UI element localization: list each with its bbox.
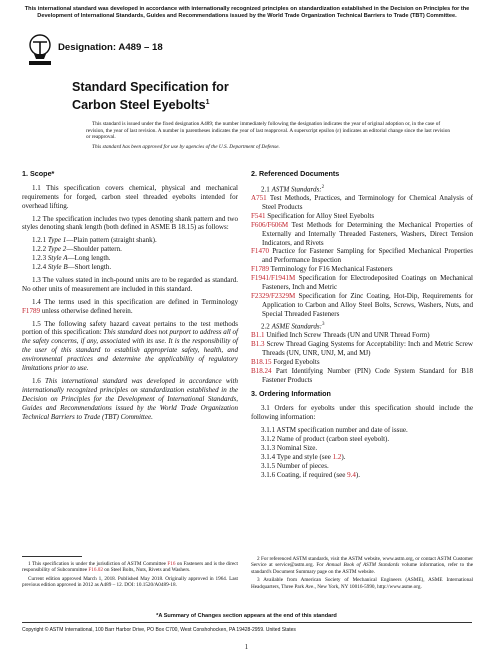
list-item bbox=[251, 331, 473, 340]
scope-1-4-text-end: unless otherwise defined herein. bbox=[40, 306, 133, 315]
footnote-1-edition: Current edition approved March 1, 2018. Published May 2018. Originally approved in 1964. Last previous edition approved in 2012 as A489 – 12. DOI: 10.1520/A0489-18. bbox=[22, 575, 238, 589]
issuance-text: This standard is issued under the fixed designation A489; the number immediately following the designation indicates the year of original adoption or, in the case of revision, the year of last revision. A number in parentheses indicates the year of last reapproval. A superscript epsilon (ε) indicates an editorial change since the last revision or reapproval. bbox=[86, 121, 451, 141]
dod-approval-text: This standard has been approved for use by agencies of the U.S. Department of Defense. bbox=[92, 143, 280, 150]
list-item bbox=[32, 236, 238, 245]
title-line-1: Standard Specification for bbox=[72, 80, 229, 94]
scope-1-5 bbox=[22, 320, 238, 373]
item-desc: —Short length. bbox=[67, 263, 112, 272]
list-item bbox=[32, 254, 238, 263]
footnote-mark: 3 bbox=[322, 321, 325, 327]
item-name: Type 1 bbox=[47, 236, 67, 245]
item-text: 3.1.3 Nominal Size. bbox=[261, 443, 318, 452]
item-text: 3.1.1 ASTM specification number and date of issue. bbox=[261, 426, 408, 435]
list-item bbox=[251, 221, 473, 248]
ref-title: Specification for Alloy Steel Eyebolts bbox=[265, 211, 375, 220]
ref-link-f1789[interactable]: F1789 bbox=[22, 306, 41, 315]
ref-title: Screw Thread Gaging Systems for Acceptability: Inch and Metric Screw Threads (UN, UNR, UNJ, M, and MJ) bbox=[262, 339, 473, 357]
footnote-2 bbox=[251, 556, 473, 575]
fn-text: 2 For referenced ASTM standards, visit the ASTM website, www.astm.org, or contact ASTM Customer Service at service@astm.org. For bbox=[251, 556, 473, 569]
ref-link-f541[interactable]: F541 bbox=[251, 211, 266, 220]
ordering-list bbox=[251, 426, 473, 479]
scope-1-3: 1.3 The values stated in inch-pound units are to be regarded as standard. No other units of measurement are included in this standard. bbox=[22, 275, 238, 293]
astm-standards-list bbox=[251, 194, 473, 319]
list-item bbox=[32, 263, 238, 272]
label-num: 2.2 bbox=[261, 322, 272, 331]
fn-text: on Steel Bolts, Nuts, Rivets and Washers. bbox=[102, 567, 191, 574]
page-number: 1 bbox=[244, 644, 249, 651]
ref-title: Test Methods, Practices, and Terminology for Chemical Analysis of Steel Products bbox=[262, 194, 473, 211]
astm-standards-label bbox=[251, 184, 473, 194]
list-item bbox=[261, 453, 473, 462]
copyright-line: Copyright © ASTM International, 100 Barr Harbor Drive, PO Box C700, West Conshohocken, PA 19428-2959. United States bbox=[22, 627, 296, 633]
scope-1-6-num: 1.6 bbox=[32, 377, 46, 386]
section-link[interactable]: 1.2 bbox=[332, 452, 342, 461]
safety-caveat: This standard does not purport to address all of the safety concerns, if any, associated with its use. It is the responsibility of the user of this standard to establish appropriate safety, health, and environmental practices and determine the applicability of regulatory limitations prior to use. bbox=[22, 328, 238, 373]
footer-divider bbox=[22, 622, 472, 623]
scope-1-6 bbox=[22, 377, 238, 422]
subcommittee-link[interactable]: F16.02 bbox=[88, 567, 103, 574]
document-title bbox=[72, 80, 229, 113]
scope-1-2: 1.2 The specification includes two types denoting shank pattern and two styles denoting shank length (both defined in ASME B 18.15) as follows: bbox=[22, 214, 238, 232]
wto-notice: This international standard was developed in accordance with internationally recognized principles on standardization established in the Decision on Principles for the Development of International Standards, Guides and Recommendations issued by the World Trade Organization Technical Barriers to Trade (TBT) Committee. bbox=[24, 6, 470, 19]
ref-link-f1789[interactable]: F1789 bbox=[251, 265, 270, 274]
ref-link-b1-1[interactable]: B1.1 bbox=[251, 330, 265, 339]
scope-types-list bbox=[22, 236, 238, 272]
designation: Designation: A489 – 18 bbox=[58, 42, 163, 53]
fn-italic: Annual Book of ASTM Standards bbox=[326, 562, 400, 569]
issuance-note bbox=[86, 121, 452, 150]
item-name: Style B bbox=[47, 263, 68, 272]
list-item bbox=[251, 367, 473, 385]
list-item bbox=[261, 444, 473, 453]
label-text: ASME Standards: bbox=[271, 322, 323, 331]
item-desc: —Long length. bbox=[67, 254, 111, 263]
ref-link-a751[interactable]: A751 bbox=[251, 194, 267, 203]
ordering-3-1: 3.1 Orders for eyebolts under this specification should include the following information: bbox=[251, 404, 473, 422]
ref-title: Unified Inch Screw Threads (UN and UNR Thread Form) bbox=[264, 330, 430, 339]
label-text: ASTM Standards: bbox=[271, 185, 322, 194]
label-num: 2.1 bbox=[261, 185, 272, 194]
ref-title: Test Methods for Determining the Mechanical Properties of Externally and Internally Threaded Fasteners, Washers, Direct Tension Indicators, and Rivets bbox=[262, 220, 473, 247]
item-desc: —Shoulder pattern. bbox=[66, 245, 122, 254]
asme-standards-label bbox=[251, 321, 473, 331]
item-text-end: ). bbox=[355, 470, 361, 479]
footnotes-left bbox=[22, 556, 238, 591]
list-item bbox=[251, 340, 473, 358]
asme-standards-list bbox=[251, 331, 473, 384]
list-item bbox=[251, 194, 473, 212]
scope-1-4 bbox=[22, 298, 238, 316]
item-number: 1.2.1 bbox=[32, 236, 47, 245]
committee-link[interactable]: F16 bbox=[167, 561, 176, 567]
summary-of-changes-note: *A Summary of Changes section appears at the end of this standard bbox=[156, 613, 337, 619]
ref-link-f2329[interactable]: F2329/F2329M bbox=[251, 292, 296, 301]
list-item bbox=[261, 435, 473, 444]
fn-text: volume information, refer to the standard's Document Summary page on the ASTM website. bbox=[251, 562, 473, 575]
title-line-2 bbox=[72, 95, 229, 113]
ref-link-f1941[interactable]: F1941/F1941M bbox=[251, 274, 296, 283]
item-number: 1.2.3 bbox=[32, 254, 47, 263]
ref-title: Specification for Electrodeposited Coatings on Mechanical Fasteners, Inch and Metric bbox=[262, 274, 473, 292]
footnotes-right bbox=[251, 556, 473, 592]
item-desc: —Plain pattern (straight shank). bbox=[66, 236, 157, 245]
scope-1-5-text: 1.5 The following safety hazard caveat pertains to the test methods portion of this specification: bbox=[22, 319, 238, 337]
scope-1-4-text: 1.4 The terms used in this specification are defined in Terminology bbox=[32, 297, 238, 306]
ref-link-b18-15[interactable]: B18.15 bbox=[251, 357, 272, 366]
left-column bbox=[22, 170, 238, 426]
scope-heading: 1. Scope* bbox=[22, 169, 55, 178]
list-item bbox=[251, 274, 473, 292]
footnote-mark: 2 bbox=[321, 184, 325, 190]
wto-statement: This international standard was developed in accordance with internationally recognized principles on standardization established in the Decision on Principles for the Development of International Standards, Guides and Recommendations issued by the World Trade Organization Technical Barriers to Trade (TBT) Committee. bbox=[22, 377, 238, 421]
title-footnote-mark: 1 bbox=[205, 99, 210, 106]
fn-text: 1 This specification is under the jurisdiction of ASTM Committee bbox=[28, 561, 168, 567]
list-item bbox=[251, 358, 473, 367]
ref-link-f1470[interactable]: F1470 bbox=[251, 247, 270, 256]
ref-title: Practice for Fastener Sampling for Specified Mechanical Properties and Performance Inspection bbox=[262, 247, 473, 265]
item-text: 3.1.5 Number of pieces. bbox=[261, 461, 329, 470]
list-item bbox=[261, 471, 473, 480]
list-item bbox=[251, 247, 473, 265]
footnote-3: 3 Available from American Society of Mechanical Engineers (ASME), ASME International Headquarters, Three Park Ave., New York, NY 10016-5990, http://www.asme.org. bbox=[251, 577, 473, 590]
list-item bbox=[32, 245, 238, 254]
item-name: Style A bbox=[47, 254, 68, 263]
footnote-1 bbox=[22, 561, 238, 574]
scope-1-1: 1.1 This specification covers chemical, physical and mechanical requirements for forged, carbon steel threaded eyebolts intended for overhead lifting. bbox=[22, 183, 238, 210]
ref-link-b1-3[interactable]: B1.3 bbox=[251, 339, 265, 348]
astm-logo bbox=[28, 34, 52, 66]
list-item bbox=[261, 426, 473, 435]
title-main: Carbon Steel Eyebolts bbox=[72, 98, 206, 113]
section-link[interactable]: 9.4 bbox=[347, 470, 356, 479]
list-item bbox=[251, 265, 473, 274]
item-text-end: ). bbox=[341, 452, 346, 461]
item-text: 3.1.6 Coating, if required (see bbox=[261, 470, 348, 479]
item-text: 3.1.2 Name of product (carbon steel eyebolt). bbox=[261, 434, 390, 443]
ref-link-b18-24[interactable]: B18.24 bbox=[251, 366, 272, 375]
right-column bbox=[251, 170, 473, 479]
item-name: Type 2 bbox=[47, 245, 67, 254]
footnote-divider bbox=[22, 556, 82, 557]
ordering-heading: 3. Ordering Information bbox=[251, 389, 331, 399]
ref-title: Terminology for F16 Mechanical Fasteners bbox=[269, 265, 393, 274]
list-item bbox=[251, 292, 473, 319]
item-number: 1.2.4 bbox=[32, 263, 47, 272]
item-text: 3.1.4 Type and style (see bbox=[261, 452, 333, 461]
ref-title: Specification for Zinc Coating, Hot-Dip, Requirements for Application to Carbon and Alloy Steel Bolts, Screws, Washers, Nuts, and Special Threaded Fasteners bbox=[262, 292, 473, 318]
fn-text: on Fasteners and is the direct responsibility of Subcommittee bbox=[22, 561, 238, 574]
references-heading: 2. Referenced Documents bbox=[251, 169, 340, 178]
list-item bbox=[261, 462, 473, 471]
ref-link-f606[interactable]: F606/F606M bbox=[251, 220, 289, 229]
ref-title: Forged Eyebolts bbox=[271, 357, 320, 366]
ref-title: Part Identifying Number (PIN) Code System Standard for B18 Fastener Products bbox=[262, 366, 473, 384]
list-item bbox=[251, 212, 473, 221]
item-number: 1.2.2 bbox=[32, 245, 47, 254]
